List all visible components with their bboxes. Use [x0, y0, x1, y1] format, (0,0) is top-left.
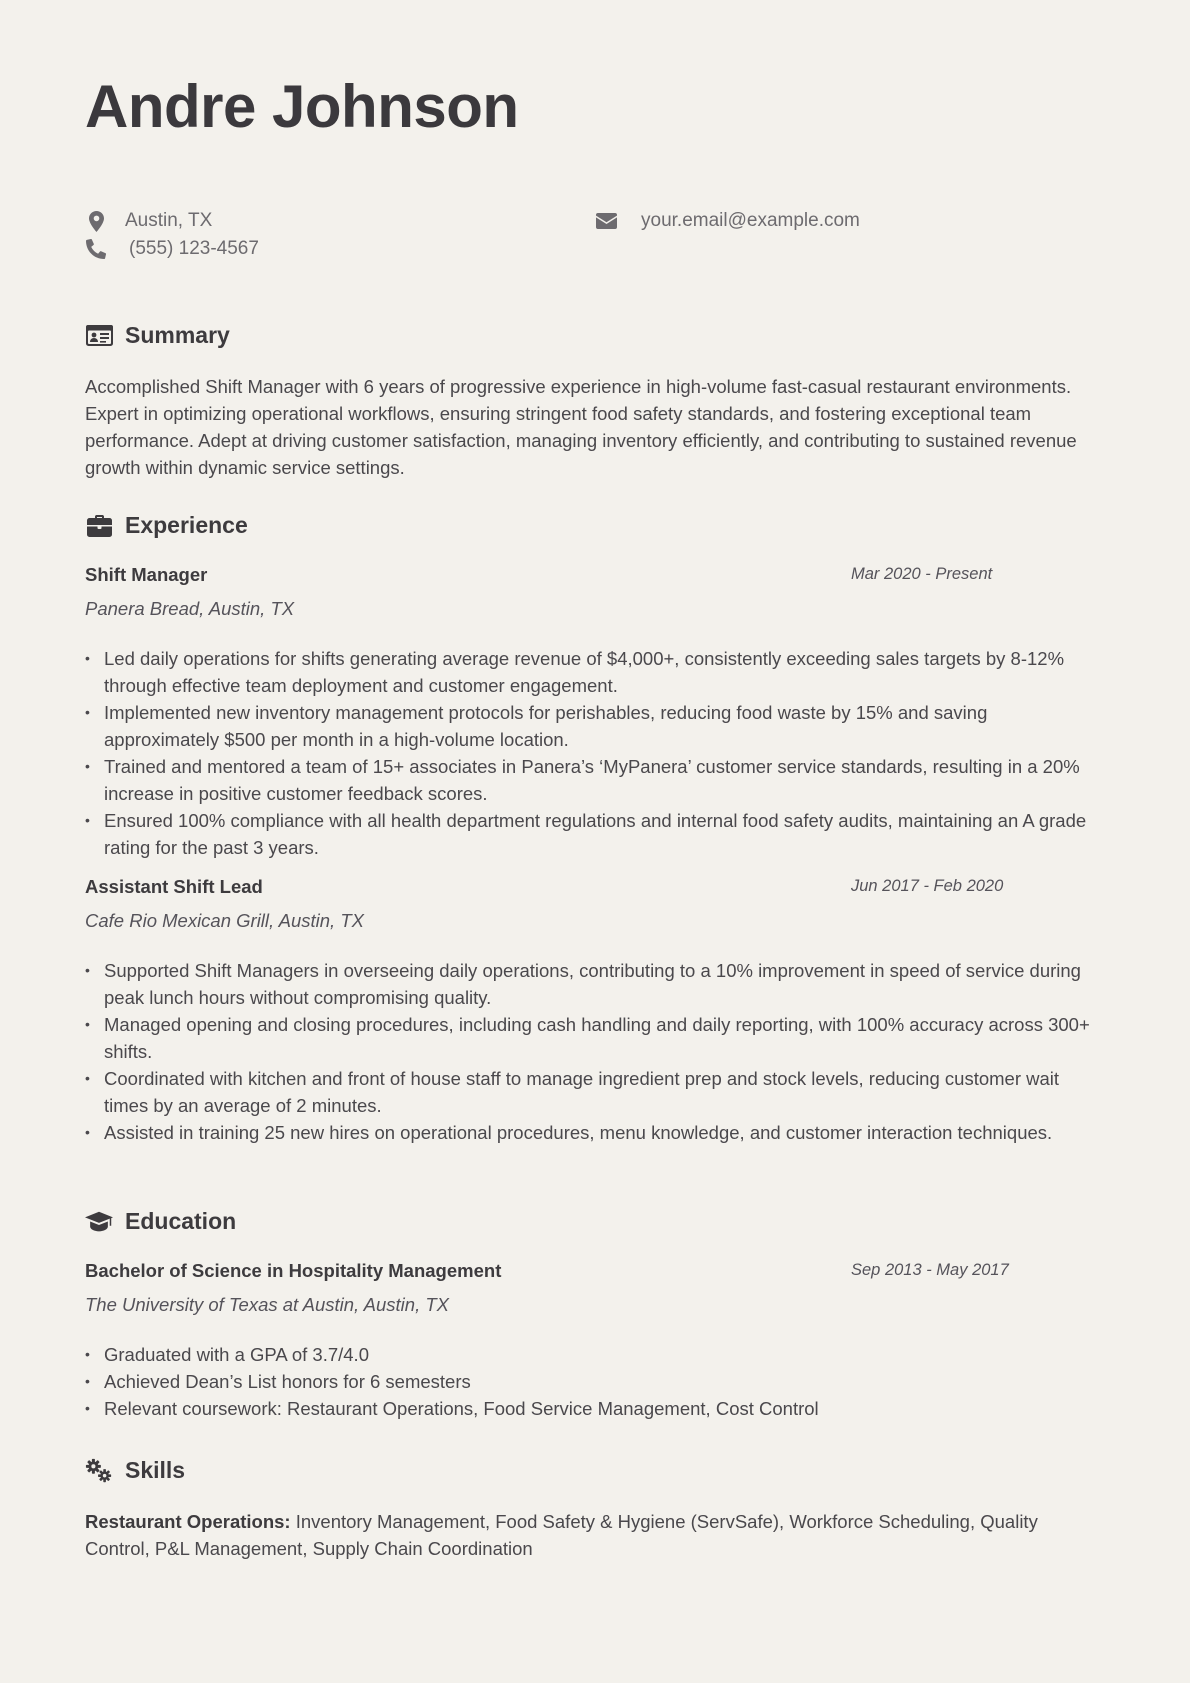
contact-location [85, 210, 212, 232]
job-dates: Jun 2017 - Feb 2020 [851, 877, 1004, 895]
school-name: The University of Texas at Austin, Austin, TX [85, 1294, 449, 1315]
contact-email [595, 210, 860, 232]
job-organization: Cafe Rio Mexican Grill, Austin, TX [85, 910, 364, 931]
list-item: • Implemented new inventory management protocols for perishables, reducing food waste by 15% and saving approximately $500 per month in a high-volume location. [85, 699, 1095, 753]
skills-heading [85, 1457, 185, 1484]
envelope-icon [595, 213, 617, 229]
contact-phone [85, 238, 259, 260]
job-title: Assistant Shift Lead [85, 876, 263, 897]
education-heading [85, 1208, 236, 1235]
education-title: Education [125, 1208, 237, 1234]
list-item: • Led daily operations for shifts generating average revenue of $4,000+, consistently exceeding sales targets by 8-12% through effective team deployment and customer engagement. [85, 645, 1095, 699]
id-card-icon [85, 325, 113, 346]
map-marker-icon [85, 211, 107, 232]
gears-icon [85, 1458, 113, 1484]
summary-title: Summary [125, 322, 230, 348]
briefcase-icon [85, 515, 113, 537]
phone-text: (555) 123-4567 [129, 238, 259, 259]
summary-heading [85, 322, 230, 349]
list-item: • Supported Shift Managers in overseeing daily operations, contributing to a 10% improvement in speed of service during peak lunch hours without compromising quality. [85, 957, 1095, 1011]
candidate-name: Andre Johnson [85, 73, 519, 140]
list-item: • Ensured 100% compliance with all health department regulations and internal food safety audits, maintaining an A grade rating for the past 3 years. [85, 807, 1095, 861]
list-item: • Trained and mentored a team of 15+ associates in Panera’s ‘MyPanera’ customer service standards, resulting in a 20% increase in positive customer feedback scores. [85, 753, 1095, 807]
list-item: • Graduated with a GPA of 3.7/4.0 [85, 1341, 1095, 1368]
list-item: • Coordinated with kitchen and front of house staff to manage ingredient prep and stock levels, reducing customer wait times by an average of 2 minutes. [85, 1065, 1095, 1119]
education-bullet-list [85, 1341, 1095, 1422]
education-dates: Sep 2013 - May 2017 [851, 1261, 1009, 1279]
list-item: • Managed opening and closing procedures, including cash handling and daily reporting, with 100% accuracy across 300+ shifts. [85, 1011, 1095, 1065]
location-text: Austin, TX [125, 210, 213, 231]
experience-heading [85, 512, 248, 539]
job-organization: Panera Bread, Austin, TX [85, 598, 295, 619]
phone-icon [85, 239, 107, 259]
skill-category-items: Inventory Management, Food Safety & Hygiene (ServSafe), Workforce Scheduling, Quality Control, P&L Management, Supply Chain Coordination [85, 1511, 1038, 1559]
job-bullet-list [85, 645, 1095, 861]
summary-text: Accomplished Shift Manager with 6 years of progressive experience in high-volume fast-casual restaurant environments. Expert in optimizing operational workflows, ensuring stringent food safety standards, and fostering exceptional team performance. Adept at driving customer satisfaction, managing inventory efficiently, and contributing to sustained revenue growth within dynamic service settings. [85, 376, 1077, 478]
job-title: Shift Manager [85, 564, 208, 585]
job-dates: Mar 2020 - Present [851, 565, 993, 583]
job-bullet-list [85, 957, 1095, 1146]
list-item: • Assisted in training 25 new hires on operational procedures, menu knowledge, and customer interaction techniques. [85, 1119, 1095, 1146]
skills-title: Skills [125, 1457, 186, 1483]
list-item: • Achieved Dean’s List honors for 6 semesters [85, 1368, 1095, 1395]
degree-title: Bachelor of Science in Hospitality Management [85, 1260, 502, 1281]
list-item: • Relevant coursework: Restaurant Operations, Food Service Management, Cost Control [85, 1395, 1095, 1422]
graduation-cap-icon [85, 1211, 113, 1233]
skill-category-label: Restaurant Operations: [85, 1511, 291, 1532]
experience-title: Experience [125, 512, 248, 538]
skill-category [85, 1508, 1095, 1562]
email-link[interactable]: your.email@example.com [641, 210, 860, 231]
